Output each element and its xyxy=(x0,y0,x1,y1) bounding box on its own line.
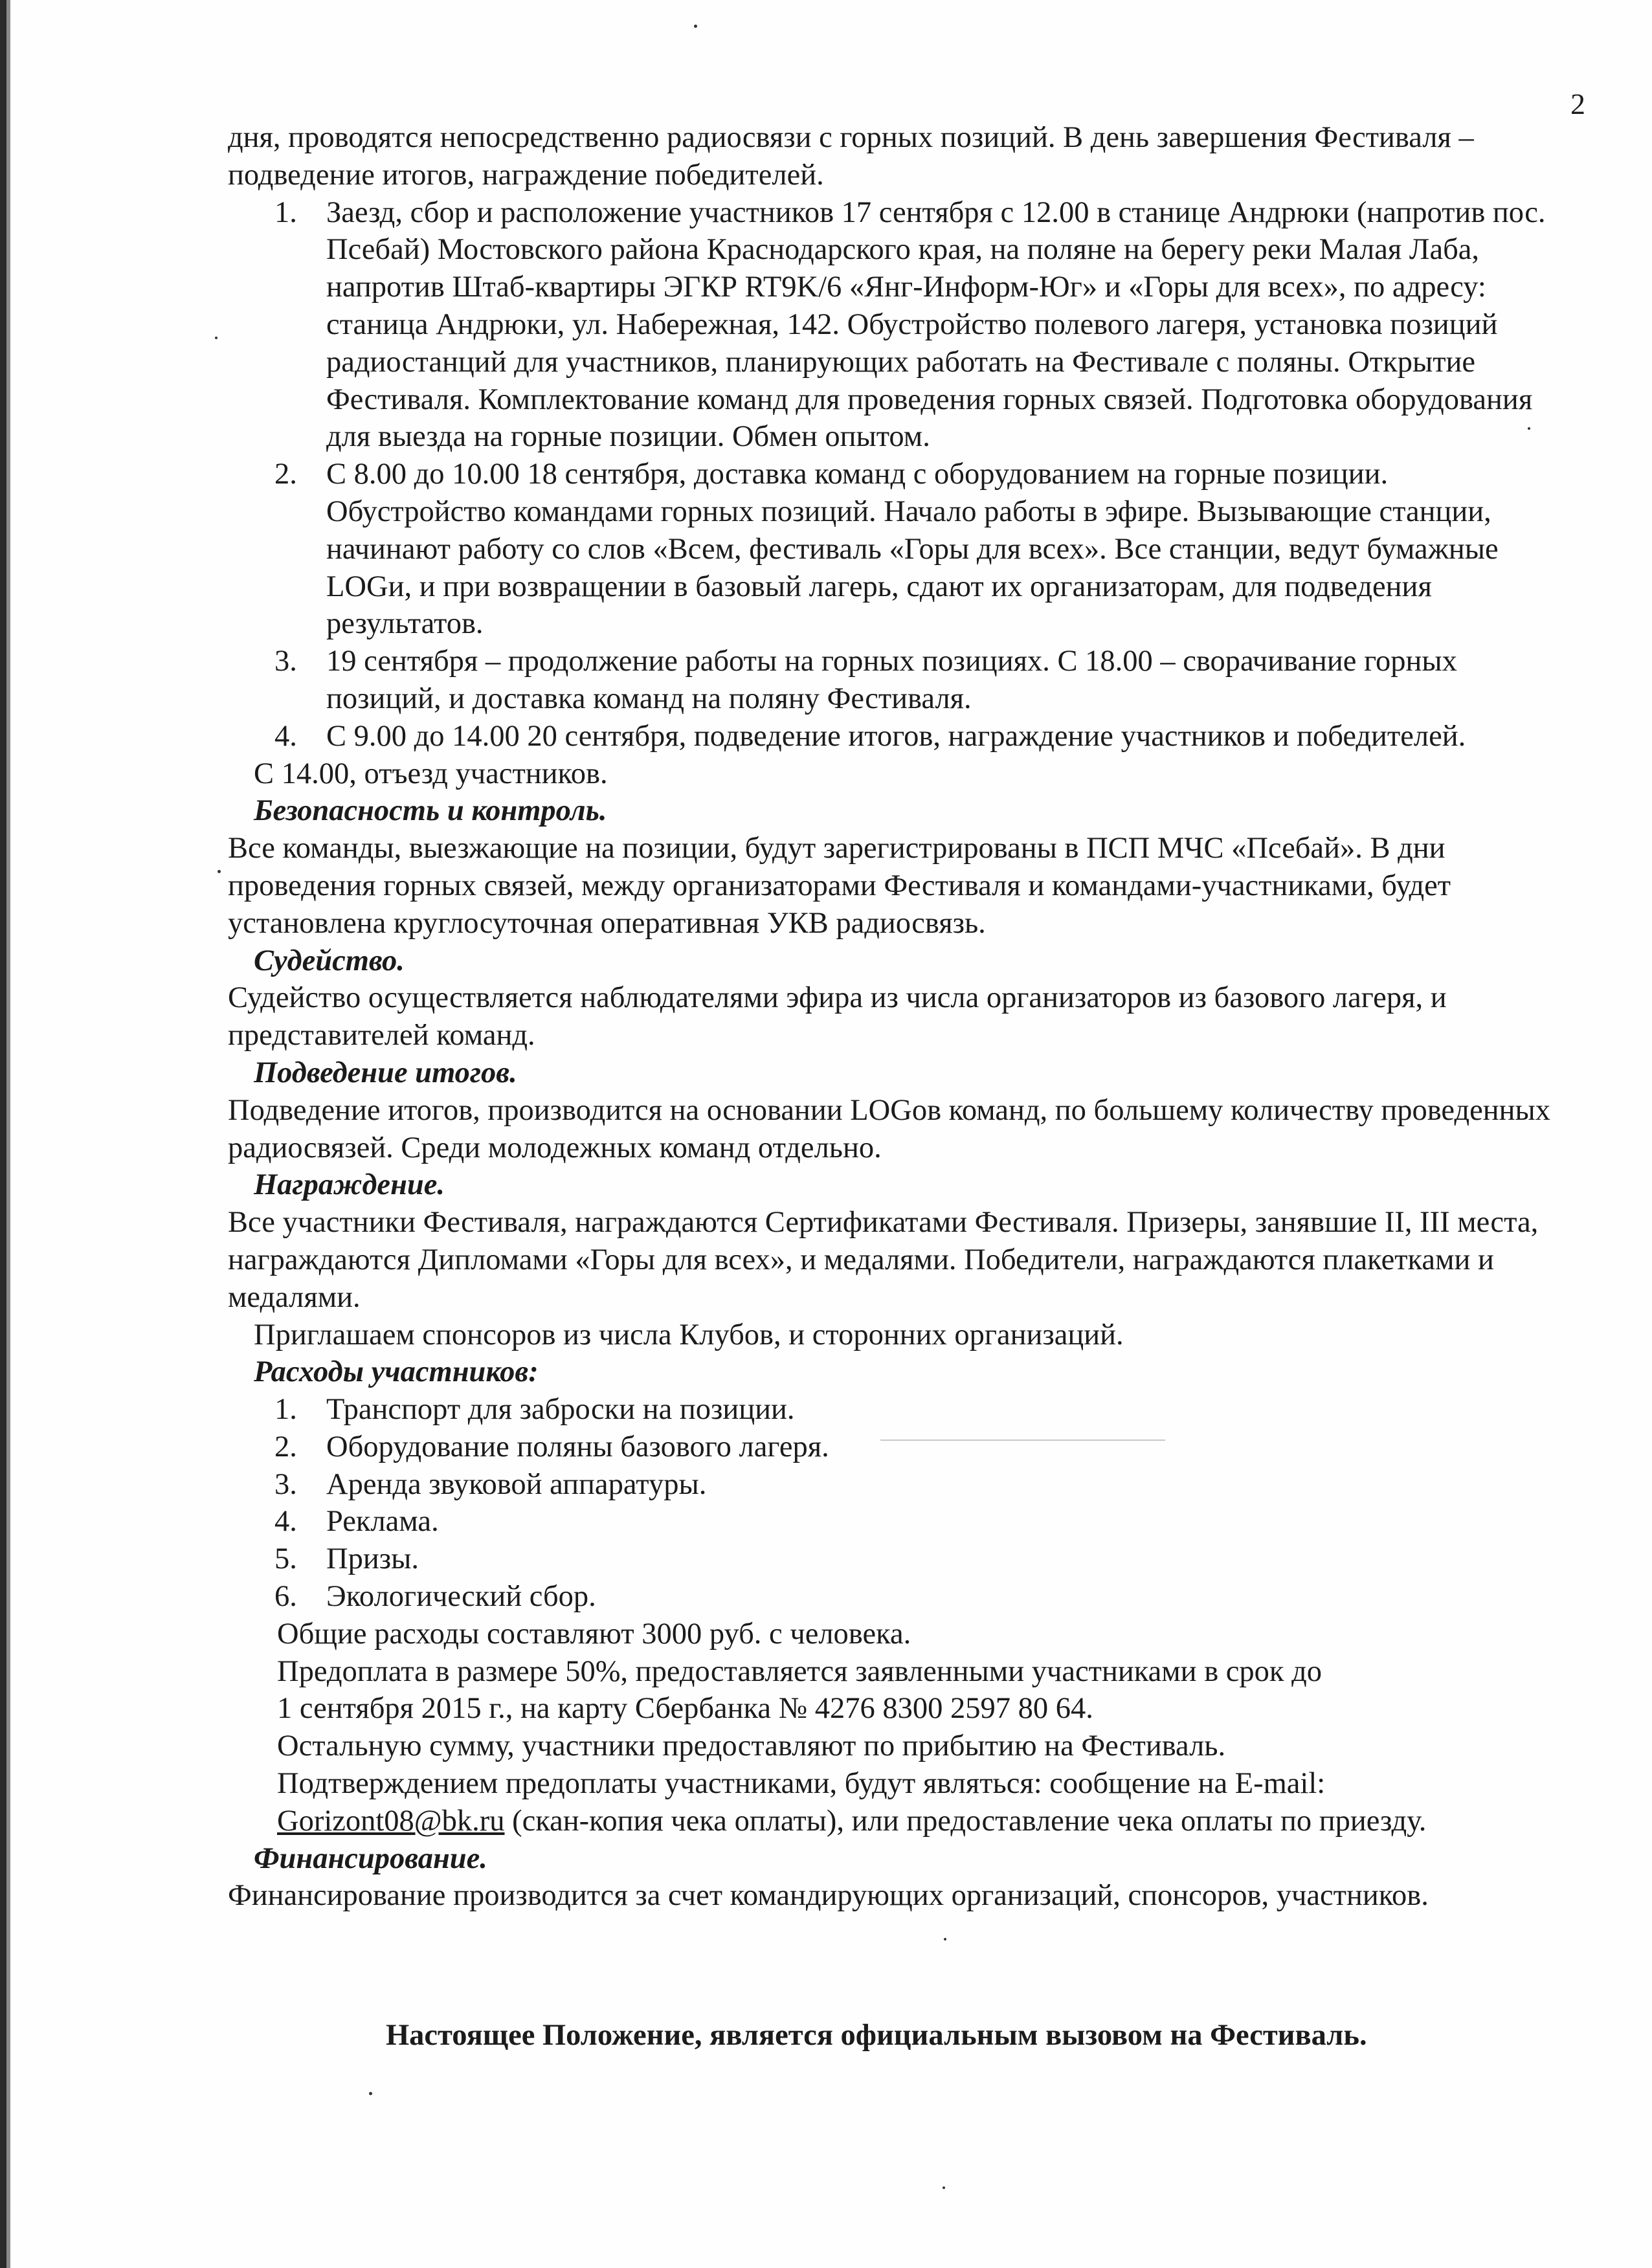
expense-item-text: Призы. xyxy=(326,1542,419,1576)
financing-text: Финансирование производится за счет командирующих организаций, спонсоров, участников. xyxy=(228,1879,1429,1913)
document-body xyxy=(228,119,1574,1915)
expense-item-number: 3. xyxy=(274,1467,297,1501)
judging-text: Судейство осуществляется наблюдателями эфира из числа организаторов из базового лагеря, и представителей команд. xyxy=(228,981,1447,1052)
expense-item-number: 5. xyxy=(274,1542,297,1576)
expense-item-text: Транспорт для заброски на позиции. xyxy=(326,1393,795,1427)
results-heading: Подведение итогов. xyxy=(254,1056,517,1089)
expense-item-text: Аренда звуковой аппаратуры. xyxy=(326,1467,707,1501)
expenses-list xyxy=(228,1391,1574,1616)
email-link[interactable]: Gorizont08@bk.ru xyxy=(277,1804,505,1838)
expense-item xyxy=(228,1391,1574,1429)
expense-item xyxy=(228,1578,1574,1616)
expense-item-text: Экологический сбор. xyxy=(326,1580,596,1614)
schedule-item-number: 4. xyxy=(274,719,297,753)
scan-speck xyxy=(1528,427,1530,430)
schedule-list xyxy=(228,194,1574,755)
schedule-item-text: С 8.00 до 10.00 18 сентября, доставка команд с оборудованием на горные позиции. Обустройство командами горных позиций. Начало работы в эфире. Вызывающие станции, начинают работу со слов «Всем, фестиваль «Горы для всех». Все станции, ведут бумажные LOGи, и при возвращении в базовый лагерь, сдают их организаторам, для подведения результатов. xyxy=(326,458,1499,641)
scan-speck xyxy=(694,25,697,28)
safety-text: Все команды, выезжающие на позиции, будут зарегистрированы в ПСП МЧС «Псебай». В дни проведения горных связей, между организаторами Фестиваля и командами-участниками, будет установлена круглосуточная оперативная УКВ радиосвязь. xyxy=(228,832,1451,940)
email-line xyxy=(277,1803,1574,1840)
scan-speck xyxy=(943,2186,945,2189)
scan-speck xyxy=(944,1938,946,1940)
expense-item xyxy=(228,1429,1574,1466)
scan-edge xyxy=(0,0,6,2268)
schedule-item xyxy=(228,456,1574,643)
expense-item xyxy=(228,1503,1574,1540)
closing-statement: Настоящее Положение, является официальным вызовом на Фестиваль. xyxy=(386,2019,1367,2052)
expense-item-number: 2. xyxy=(274,1430,297,1463)
expense-item-text: Реклама. xyxy=(326,1505,439,1539)
schedule-item xyxy=(228,718,1574,755)
schedule-item-number: 1. xyxy=(274,195,297,229)
scan-speck xyxy=(369,2092,372,2095)
expense-item xyxy=(228,1540,1574,1578)
schedule-item-text: 19 сентября – продолжение работы на горных позициях. С 18.00 – сворачивание горных позиций, и доставка команд на поляну Фестиваля. xyxy=(326,645,1457,715)
safety-heading: Безопасность и контроль. xyxy=(254,794,607,828)
schedule-item-number: 3. xyxy=(274,645,297,678)
expense-item xyxy=(228,1466,1574,1504)
scan-artifact-line xyxy=(880,1440,1165,1441)
financing-heading: Финансирование. xyxy=(254,1841,487,1875)
awards-heading: Награждение. xyxy=(254,1168,445,1202)
schedule-item-text: Заезд, сбор и расположение участников 17 сентября с 12.00 в станице Андрюки (напротив пос. Псебай) Мостовского района Краснодарского края, на поляне на берегу реки Малая Лаба, напротив Штаб-квартиры ЭГКР RT9K/6 «Янг-Информ-Юг» и «Горы для всех», по адресу: станица Андрюки, ул. Набережная, 142. Обустройство полевого лагеря, установка позиций радиостанций для участников, планирующих работать на Фестивале с поляны. Открытие Фестиваля. Комплектование команд для проведения горных связей. Подготовка оборудования для выезда на горные позиции. Обмен опытом. xyxy=(326,195,1546,454)
sponsors-line: Приглашаем спонсоров из числа Клубов, и сторонних организаций. xyxy=(254,1318,1124,1351)
schedule-item xyxy=(228,643,1574,718)
schedule-item-text: С 9.00 до 14.00 20 сентября, подведение итогов, награждение участников и победителей. xyxy=(326,719,1466,753)
page-number: 2 xyxy=(1570,87,1585,120)
expense-item-number: 4. xyxy=(274,1505,297,1539)
scan-edge-shadow xyxy=(6,0,10,2268)
remainder-line: Остальную сумму, участники предоставляют по прибытию на Фестиваль. xyxy=(277,1729,1226,1763)
results-text: Подведение итогов, производится на основании LOGов команд, по большему количеству проведенных радиосвязей. Среди молодежных команд отдельно. xyxy=(228,1093,1551,1164)
scan-speck xyxy=(215,337,218,339)
intro-paragraph: дня, проводятся непосредственно радиосвязи с горных позиций. В день завершения Фестиваля – подведение итогов, награждение победителей. xyxy=(228,121,1474,192)
scan-speck xyxy=(218,870,221,873)
expense-item-number: 1. xyxy=(274,1393,297,1427)
prepay-line-1: Предоплата в размере 50%, предоставляется заявленными участниками в срок до xyxy=(277,1654,1323,1688)
expense-item-number: 6. xyxy=(274,1580,297,1614)
schedule-item-number: 2. xyxy=(274,458,297,491)
expenses-heading: Расходы участников: xyxy=(254,1355,539,1389)
schedule-item xyxy=(228,194,1574,456)
judging-heading: Судейство. xyxy=(254,944,405,977)
confirmation-line: Подтверждением предоплаты участниками, будут являться: сообщение на E-mail: xyxy=(277,1767,1326,1801)
prepay-line-2: 1 сентября 2015 г., на карту Сбербанка № 4276 8300 2597 80 64. xyxy=(277,1692,1093,1726)
awards-text: Все участники Фестиваля, награждаются Сертификатами Фестиваля. Призеры, занявшие II, III места, награждаются Дипломами «Горы для всех», и медалями. Победители, награждаются плакетками и медалями. xyxy=(228,1206,1539,1314)
departure-line: С 14.00, отъезд участников. xyxy=(254,757,608,790)
email-line-text: (скан-копия чека оплаты), или предоставление чека оплаты по приезду. xyxy=(504,1804,1427,1838)
total-cost-line: Общие расходы составляют 3000 руб. с человека. xyxy=(277,1617,911,1651)
expense-item-text: Оборудование поляны базового лагеря. xyxy=(326,1430,829,1463)
expenses-details xyxy=(228,1616,1574,1840)
